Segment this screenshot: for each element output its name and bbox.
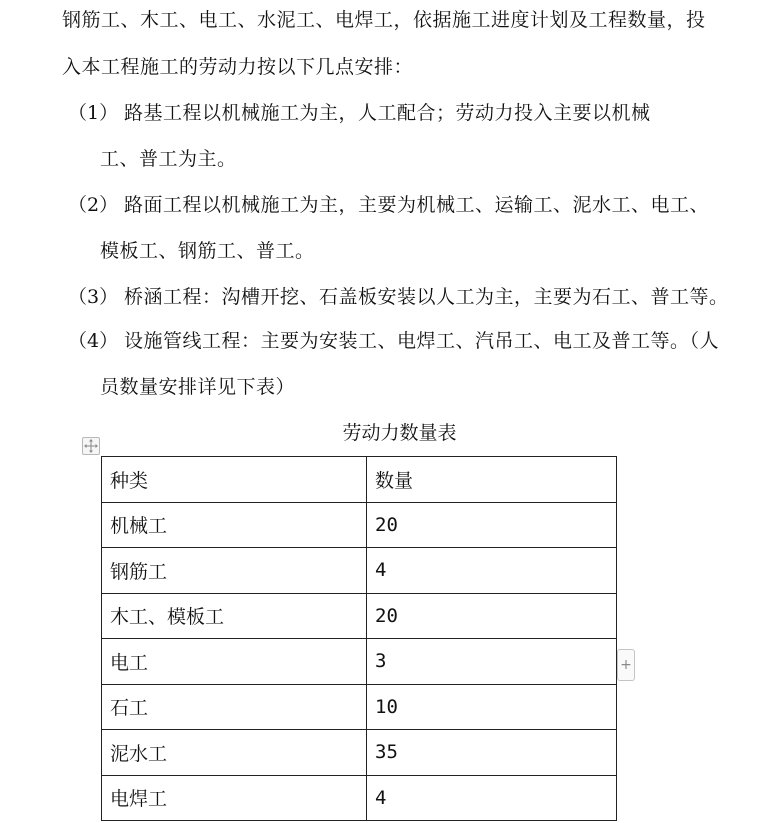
row-category[interactable]: 电工 bbox=[102, 639, 367, 685]
row-category[interactable]: 机械工 bbox=[102, 502, 367, 548]
row-category[interactable]: 木工、模板工 bbox=[102, 593, 367, 639]
item-2-line-2: 模板工、钢筋工、普工。 bbox=[100, 240, 315, 262]
item-1-number: （1） bbox=[68, 102, 119, 124]
header-category[interactable]: 种类 bbox=[102, 457, 367, 503]
header-quantity[interactable]: 数量 bbox=[367, 457, 617, 503]
row-quantity[interactable]: 35 bbox=[367, 730, 617, 776]
table-caption: 劳动力数量表 bbox=[342, 422, 457, 444]
item-3-line-1: 桥涵工程：沟槽开挖、石盖板安装以人工为主，主要为石工、普工等。 bbox=[124, 286, 729, 308]
table-row bbox=[102, 639, 617, 685]
item-2-number: （2） bbox=[68, 194, 119, 216]
row-quantity[interactable]: 3 bbox=[367, 639, 617, 685]
item-1-line-1: 路基工程以机械施工为主，人工配合；劳动力投入主要以机械 bbox=[124, 102, 651, 124]
row-quantity[interactable]: 20 bbox=[367, 593, 617, 639]
table-header-row bbox=[102, 457, 617, 503]
table-row bbox=[102, 548, 617, 594]
row-category[interactable]: 钢筋工 bbox=[102, 548, 367, 594]
row-quantity[interactable]: 10 bbox=[367, 684, 617, 730]
intro-line-2: 入本工程施工的劳动力按以下几点安排： bbox=[62, 56, 414, 78]
item-4-number: （4） bbox=[68, 330, 119, 352]
item-4-line-1: 设施管线工程：主要为安装工、电焊工、汽吊工、电工及普工等。（人 bbox=[124, 330, 720, 352]
row-quantity[interactable]: 20 bbox=[367, 502, 617, 548]
item-4-line-2: 员数量安排详见下表） bbox=[100, 376, 296, 398]
move-icon[interactable] bbox=[82, 437, 100, 455]
item-3-number: （3） bbox=[68, 286, 119, 308]
row-category[interactable]: 泥水工 bbox=[102, 730, 367, 776]
item-2-line-1: 路面工程以机械施工为主，主要为机械工、运输工、泥水工、电工、 bbox=[124, 194, 710, 216]
table-row bbox=[102, 593, 617, 639]
row-category[interactable]: 电焊工 bbox=[102, 775, 367, 821]
labor-table bbox=[101, 456, 617, 821]
table-row bbox=[102, 684, 617, 730]
row-category[interactable]: 石工 bbox=[102, 684, 367, 730]
plus-icon[interactable]: + bbox=[617, 649, 635, 681]
intro-line-1: 钢筋工、木工、电工、水泥工、电焊工，依据施工进度计划及工程数量，投 bbox=[62, 9, 706, 31]
row-quantity[interactable]: 4 bbox=[367, 548, 617, 594]
item-1-line-2: 工、普工为主。 bbox=[100, 148, 237, 170]
row-quantity[interactable]: 4 bbox=[367, 775, 617, 821]
table-row bbox=[102, 502, 617, 548]
table-row bbox=[102, 775, 617, 821]
table-row bbox=[102, 730, 617, 776]
